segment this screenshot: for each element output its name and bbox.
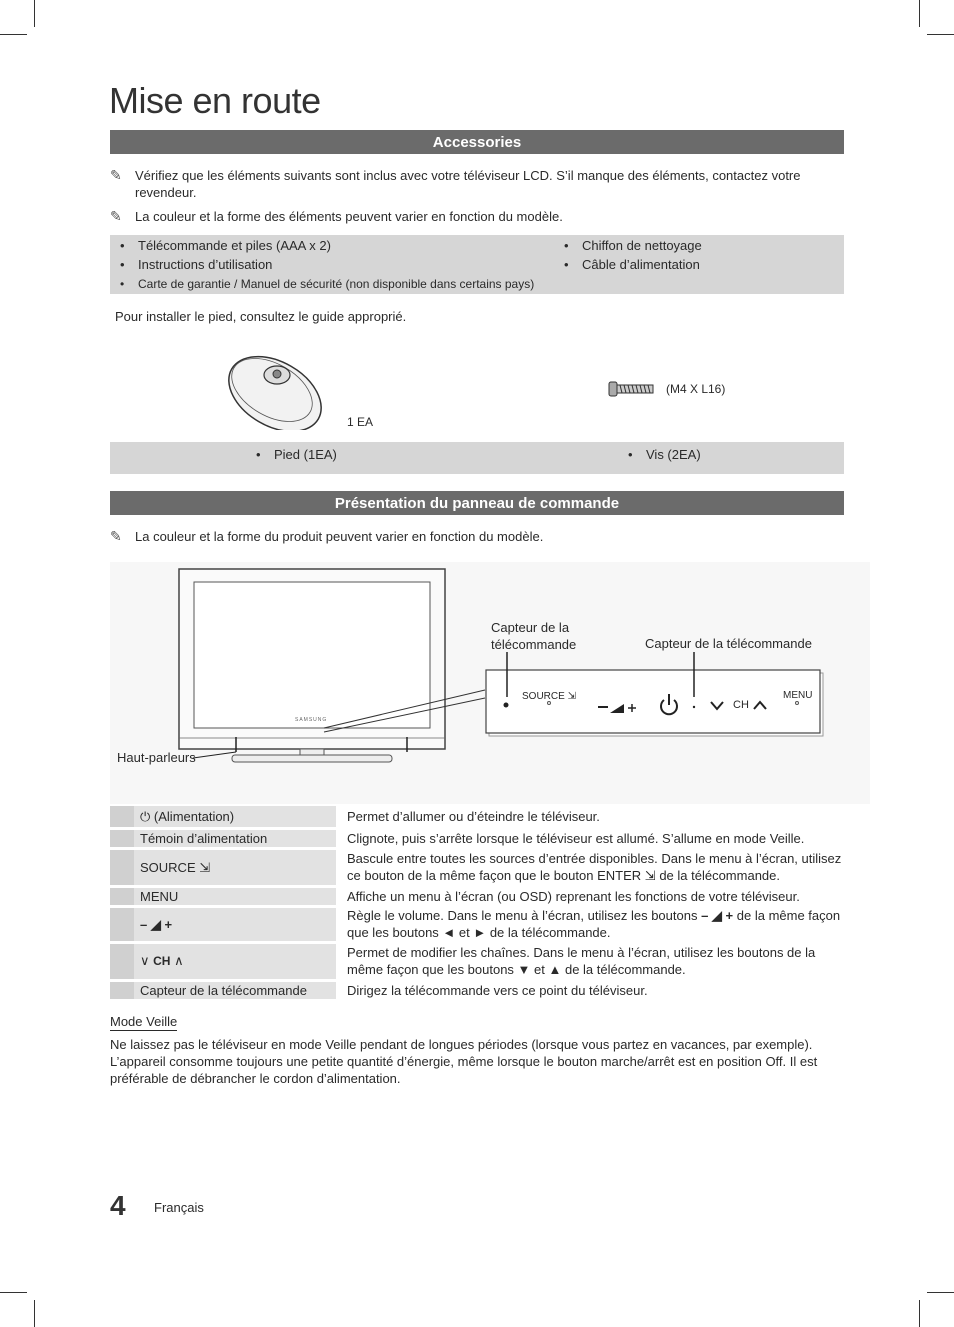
stand-note: Pour installer le pied, consultez le guide approprié. bbox=[115, 309, 407, 324]
volume-icon: – ◢ + bbox=[701, 908, 734, 923]
note-text: Vérifiez que les éléments suivants sont inclus avec votre téléviseur LCD. S’il manque des éléments, contactez votre revendeur. bbox=[135, 168, 801, 200]
accessories-heading: Accessories bbox=[110, 130, 844, 154]
pencil-icon: ✎ bbox=[110, 167, 122, 183]
callout-sensor-2: Capteur de la télécommande bbox=[645, 636, 812, 651]
crop-mark bbox=[0, 1292, 27, 1293]
crop-mark bbox=[919, 1300, 920, 1327]
table-row bbox=[110, 906, 844, 942]
tv-diagram bbox=[110, 562, 870, 804]
crop-mark bbox=[927, 34, 954, 35]
list-item: • Instructions d’utilisation bbox=[120, 257, 273, 272]
control-key: MENU bbox=[134, 886, 336, 906]
list-item: • Pied (1EA) bbox=[256, 447, 337, 462]
standby-title: Mode Veille bbox=[110, 1014, 178, 1029]
table-row bbox=[110, 942, 844, 980]
control-key: (Alimentation) bbox=[153, 808, 235, 824]
control-key: CH bbox=[153, 954, 171, 968]
page-title: Mise en route bbox=[109, 80, 321, 121]
control-desc: Clignote, puis s’arrête lorsque le téléviseur est allumé. S’allume en mode Veille. bbox=[341, 828, 844, 848]
pencil-icon: ✎ bbox=[110, 528, 122, 544]
list-item: • Chiffon de nettoyage bbox=[564, 238, 702, 253]
crop-mark bbox=[0, 34, 27, 35]
panel-heading: Présentation du panneau de commande bbox=[110, 491, 844, 515]
table-row bbox=[110, 886, 844, 906]
crop-mark bbox=[34, 0, 35, 27]
strip-source-label: SOURCE ⇲ bbox=[522, 691, 576, 702]
control-desc: Permet de modifier les chaînes. Dans le menu à l’écran, utilisez les boutons de la même façon que les boutons ▼ et ▲ de la télécommande. bbox=[341, 942, 844, 980]
note-text: La couleur et la forme du produit peuvent varier en fonction du modèle. bbox=[135, 529, 544, 544]
controls-table bbox=[110, 806, 844, 1002]
control-desc: Permet d’allumer ou d’éteindre le téléviseur. bbox=[341, 806, 844, 828]
tv-brand: SAMSUNG bbox=[295, 717, 328, 723]
page-number: 4 bbox=[110, 1190, 126, 1221]
standby-body: Ne laissez pas le téléviseur en mode Veille pendant de longues périodes (lorsque vous partez en vacances, par exemple). L’appareil consomme toujours une petite quantité d’énergie, même lorsque le bouton marche/arrêt est en position Off. Il est préférable de débrancher le cordon d’alimentation. bbox=[110, 1037, 818, 1086]
control-desc: Règle le volume. Dans le menu à l’écran, utilisez les boutons – ◢ + de la même façon que les boutons ◄ et ► de la télécommande. bbox=[341, 906, 844, 942]
stand-illustration bbox=[215, 348, 335, 430]
list-item: • Câble d’alimentation bbox=[564, 257, 700, 272]
screw-icon bbox=[608, 380, 656, 398]
control-key: SOURCE bbox=[140, 859, 196, 875]
crop-mark bbox=[927, 1292, 954, 1293]
chevron-down-icon: ∨ bbox=[140, 953, 150, 968]
parts-list bbox=[110, 442, 844, 474]
note-text: La couleur et la forme des éléments peuvent varier en fonction du modèle. bbox=[135, 209, 563, 224]
strip-ch-label: CH bbox=[733, 699, 749, 711]
control-desc: Bascule entre toutes les sources d’entrée disponibles. Dans le menu à l’écran, utilisez ce bouton de la même façon que le bouton ENTER ⇲ de la télécommande. bbox=[341, 848, 844, 886]
pencil-icon: ✎ bbox=[110, 208, 122, 224]
language-label: Français bbox=[154, 1200, 204, 1215]
table-row bbox=[110, 980, 844, 1000]
callout-sensor-1: Capteur de la télécommande bbox=[491, 620, 577, 652]
crop-mark bbox=[919, 0, 920, 27]
callout-speakers: Haut-parleurs bbox=[117, 750, 196, 765]
control-desc: Dirigez la télécommande vers ce point du téléviseur. bbox=[341, 980, 844, 1000]
strip-menu-label: MENU bbox=[783, 690, 813, 701]
note-2 bbox=[110, 208, 840, 225]
control-key: Capteur de la télécommande bbox=[134, 980, 336, 1000]
enter-icon: ⇲ bbox=[199, 859, 211, 875]
note-3 bbox=[110, 528, 840, 545]
control-key: Témoin d’alimentation bbox=[134, 828, 336, 848]
note-1 bbox=[110, 167, 840, 201]
stand-qty: 1 EA bbox=[347, 415, 374, 429]
list-item: • Carte de garantie / Manuel de sécurité (non disponible dans certains pays) bbox=[120, 277, 535, 291]
chevron-up-icon: ∧ bbox=[174, 953, 184, 968]
table-row bbox=[110, 828, 844, 848]
screw-spec: (M4 X L16) bbox=[666, 382, 726, 396]
list-item: • Vis (2EA) bbox=[628, 447, 701, 462]
table-row bbox=[110, 848, 844, 886]
table-row bbox=[110, 806, 844, 828]
volume-key bbox=[134, 906, 336, 942]
enter-icon: ⇲ bbox=[644, 868, 656, 883]
crop-mark bbox=[34, 1300, 35, 1327]
enter-icon: ⇲ bbox=[567, 691, 576, 702]
power-icon: ⏻ bbox=[140, 808, 151, 824]
control-desc: Affiche un menu à l’écran (ou OSD) reprenant les fonctions de votre téléviseur. bbox=[341, 886, 844, 906]
list-item: • Télécommande et piles (AAA x 2) bbox=[120, 238, 331, 253]
volume-icon: – ◢ + bbox=[140, 916, 173, 932]
